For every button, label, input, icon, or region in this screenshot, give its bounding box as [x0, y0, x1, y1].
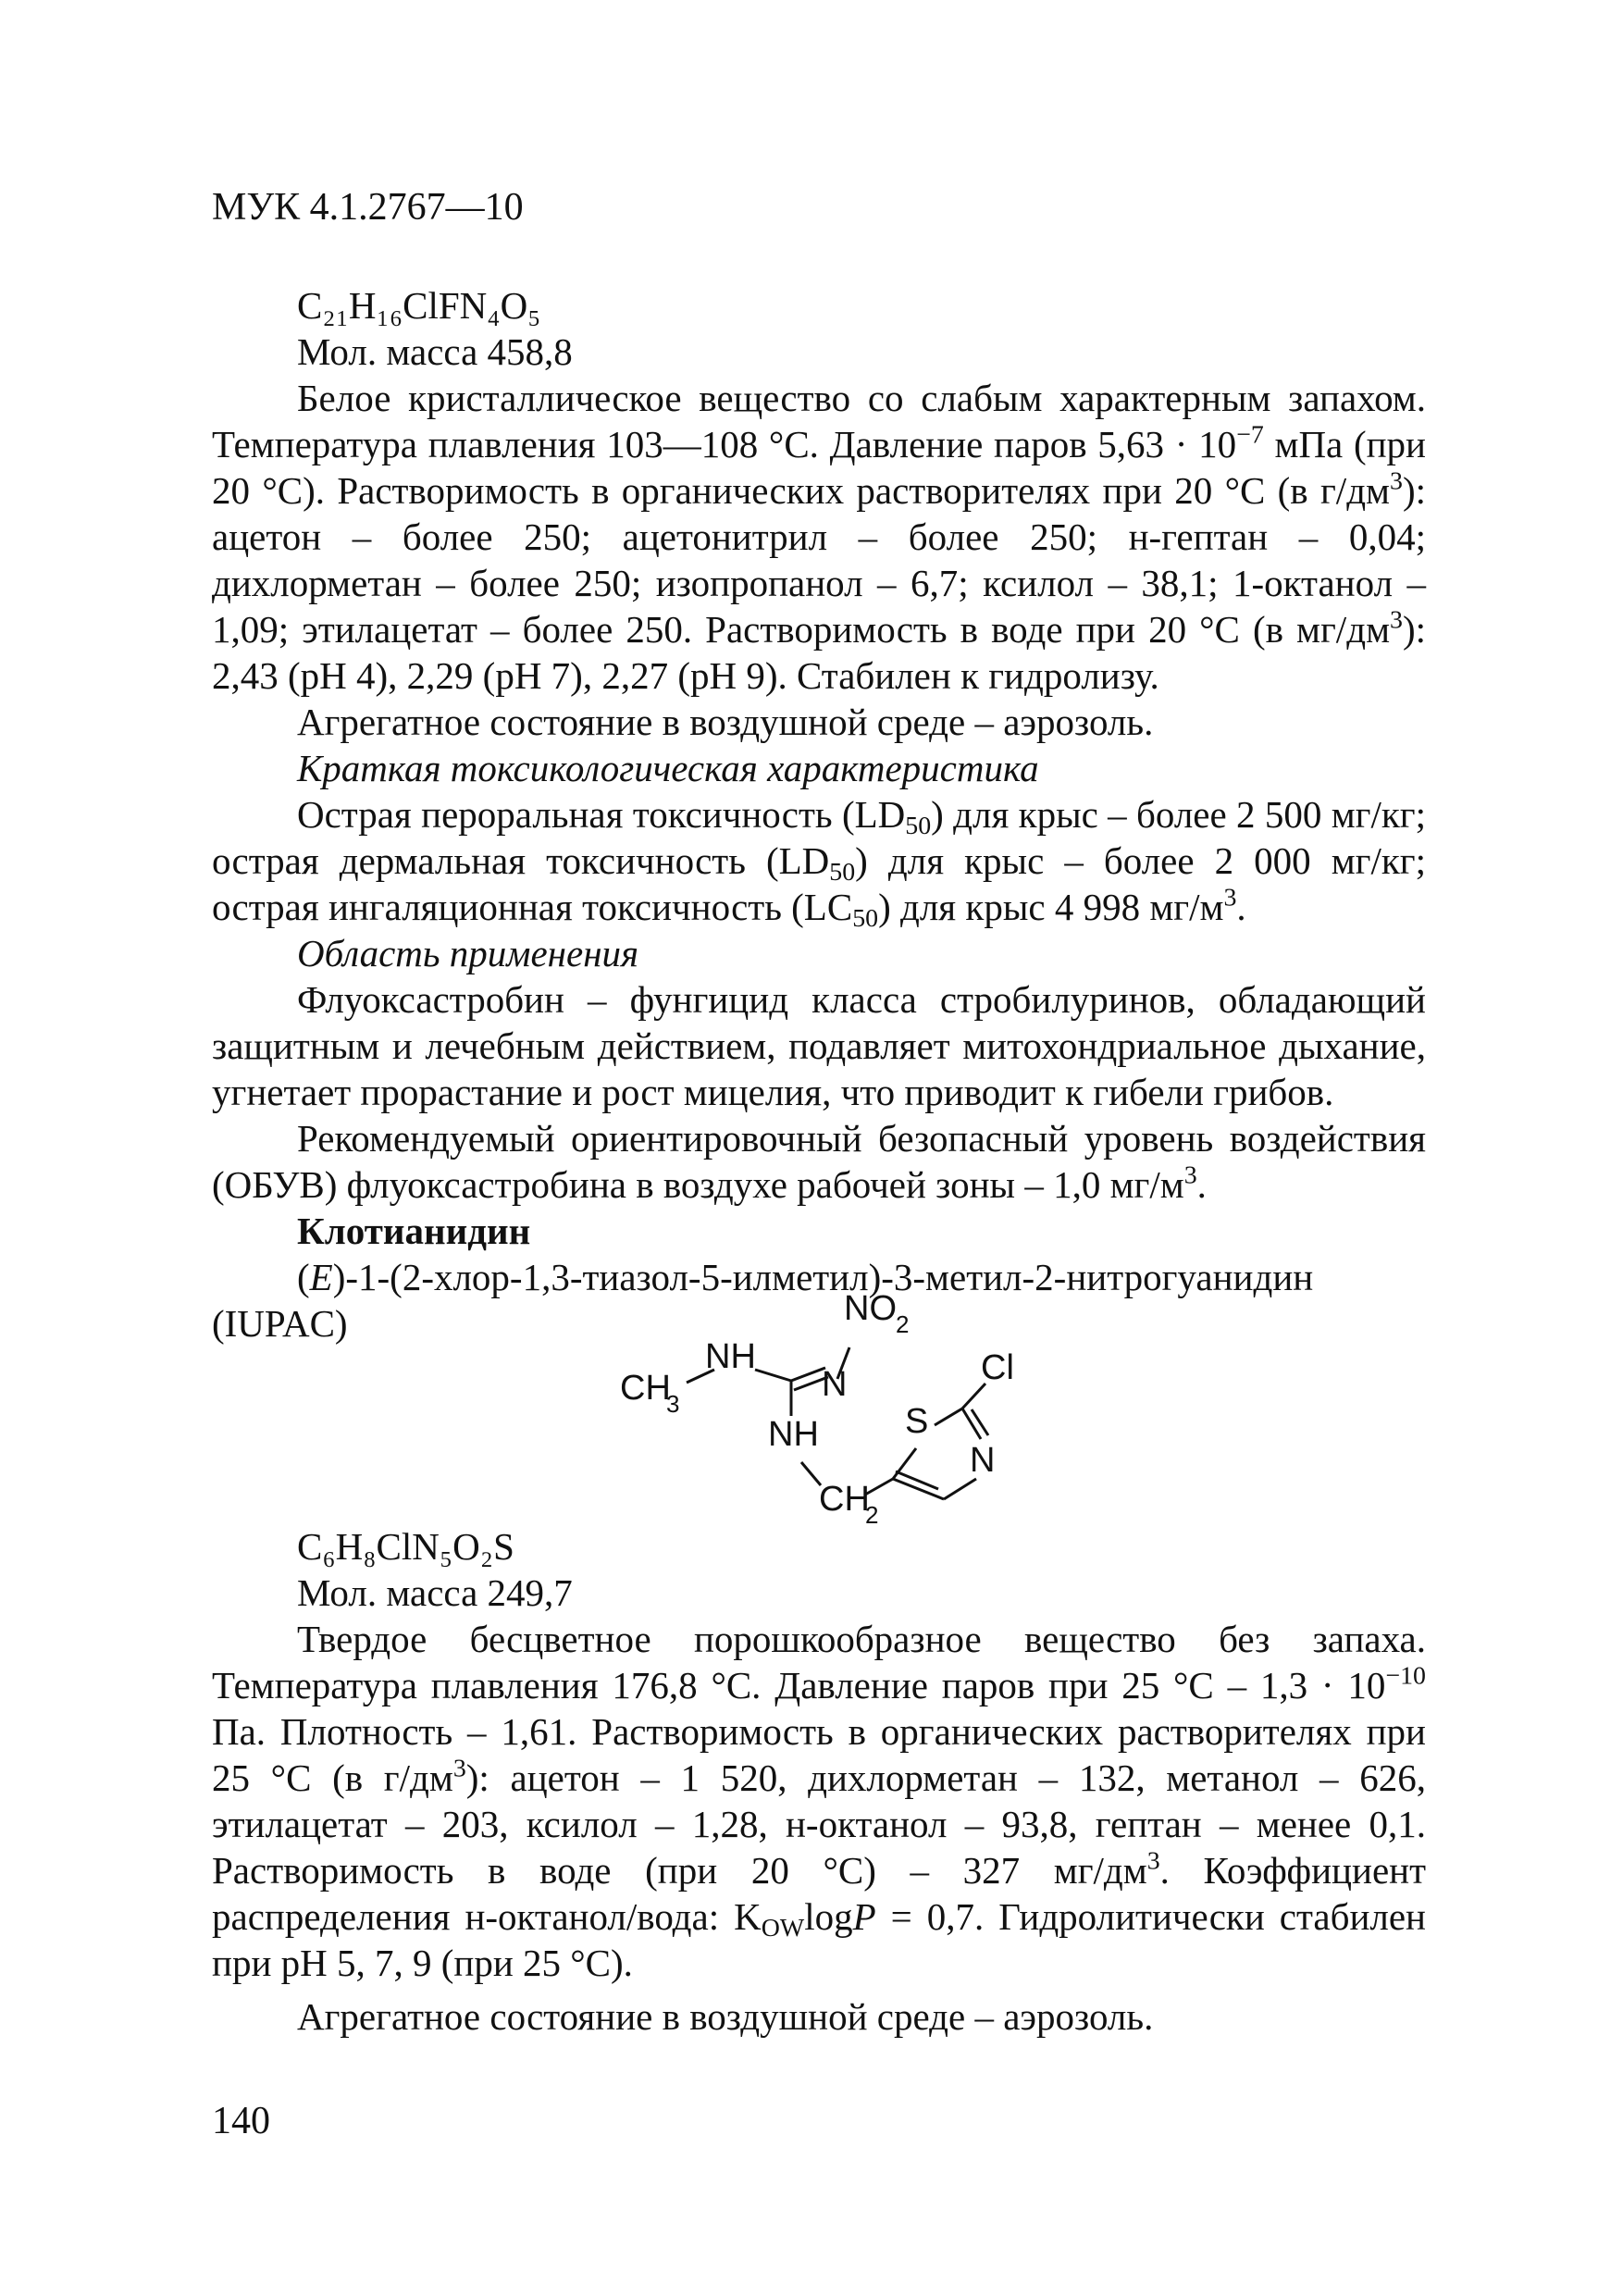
methyl-subscript: 3: [666, 1390, 680, 1418]
toxicology-heading: Краткая токсикологическая характеристика: [297, 747, 1039, 789]
bond: [935, 1409, 962, 1425]
fluoxastrobin-aggregate-state: Агрегатное состояние в воздушной среде – аэрозоль.: [297, 701, 1154, 743]
page-number: 140: [212, 2100, 270, 2142]
imine-n-label: N: [822, 1365, 848, 1404]
fluoxastrobin-mol-mass: Мол. масса 458,8: [297, 330, 573, 373]
text-run: . Коэффициент распределения н-октанол/вода: K: [212, 1849, 1426, 1938]
exponent: 3: [452, 1754, 466, 1783]
text-run: (: [297, 1256, 310, 1298]
clothianidin-section: [212, 1523, 1426, 2040]
clothianidin-title: Клотианидин: [297, 1210, 531, 1252]
bond: [896, 1471, 938, 1489]
text-run: = 0,7. Гидролитически стабилен при рН 5, 7, 9 (при 25 °С).: [212, 1895, 1426, 1984]
bond: [962, 1409, 981, 1439]
bond: [755, 1370, 791, 1381]
exponent: 3: [1390, 466, 1403, 496]
text-run: мПа (при 20 °С). Растворимость в органических растворителях при 20 °С (в г/дм: [212, 423, 1426, 512]
ring-nitrogen-label: N: [970, 1441, 996, 1480]
subscript: 50: [829, 857, 856, 887]
no2-label: NO: [844, 1289, 897, 1328]
bond: [801, 1462, 821, 1485]
fluoxastrobin-formula: C₂₁H₁₆ClFN₄O₅: [297, 284, 541, 327]
methylene-subscript: 2: [865, 1501, 879, 1529]
amino-nh-label: NH: [768, 1415, 819, 1454]
exponent: 3: [1223, 883, 1237, 912]
clothianidin-formula: C₆H₈ClN₅O₂S: [297, 1525, 514, 1568]
text-run: log: [804, 1895, 853, 1938]
exponent: −7: [1236, 420, 1264, 450]
usage-text: Флуоксастробин – фунгицид класса стробилуринов, обладающий защитным и лечебным действием, подавляет митохондриальное дыхание, угнетает прорастание и рост мицелия, что приводит к гибели грибов.: [212, 978, 1426, 1113]
bond: [944, 1479, 976, 1499]
subscript: OW: [761, 1913, 805, 1942]
no2-subscript: 2: [896, 1310, 910, 1338]
clothianidin-mol-mass: Мол. масса 249,7: [297, 1571, 573, 1614]
clothianidin-aggregate-state: Агрегатное состояние в воздушной среде – аэрозоль.: [297, 1995, 1154, 2038]
text-run: ): ацетон – более 250; ацетонитрил – более 250; н-гептан – 0,04; дихлорметан – более 250; изопропанол – 6,7; ксилол – 38,1; 1-октанол – 1,09; этилацетат – более 250. Растворимость в воде при 20 °С (в мг/дм: [212, 469, 1426, 651]
text-run: )-1-(2-хлор-1,3-тиазол-5-илметил)-3-метил-2-нитрогуанидин (IUPAC): [212, 1256, 1314, 1345]
usage-heading: Область применения: [297, 932, 639, 974]
text-run: ) для крыс 4 998 мг/м: [878, 886, 1224, 928]
clothianidin-properties: [212, 1616, 1426, 1986]
running-head: МУК 4.1.2767—10: [212, 186, 524, 229]
text-run: ): ацетон – 1 520, дихлорметан – 132, метанол – 626, этилацетат – 203, ксилол – 1,28, н-октанол – 93,8, гептан – менее 0,1. Растворимость в воде (при 20 °С) – 327 мг/дм: [212, 1756, 1426, 1892]
text-run: .: [1196, 1163, 1207, 1206]
methylamino-nh-label: NH: [705, 1337, 756, 1376]
stereo-descriptor: E: [309, 1256, 333, 1298]
text-run: Твердое бесцветное порошкообразное вещество без запаха. Температура плавления 176,8 °С. Давление паров при 25 °С – 1,3 · 10: [212, 1618, 1426, 1706]
chlorine-label: Cl: [981, 1348, 1014, 1387]
sulfur-label: S: [905, 1402, 929, 1441]
text-run: P: [852, 1895, 876, 1938]
bond: [962, 1384, 985, 1409]
text-run: Белое кристаллическое вещество со слабым характерным запахом. Температура плавления 103—108 °С. Давление паров 5,63 · 10: [212, 377, 1426, 465]
text-run: Рекомендуемый ориентировочный безопасный уровень воздействия (ОБУВ) флуоксастробина в воздухе рабочей зоны – 1,0 мг/м: [212, 1117, 1426, 1206]
text-run: .: [1236, 886, 1246, 928]
bond: [972, 1409, 988, 1435]
text-run: Па. Плотность – 1,61. Растворимость в органических растворителях при 25 °С (в г/дм: [212, 1710, 1426, 1799]
exponent: −10: [1385, 1661, 1426, 1691]
text-run: ) для крыс – более 2 500 мг/кг; острая дермальная токсичность (LD: [212, 793, 1426, 882]
subscript: 50: [852, 903, 879, 933]
exponent: 3: [1390, 605, 1403, 635]
methylene-label: CH: [819, 1480, 870, 1519]
subscript: 50: [905, 811, 932, 840]
text-run: Острая пероральная токсичность (LD: [297, 793, 906, 836]
text-run: ) для крыс – более 2 000 мг/кг; острая ингаляционная токсичность (LC: [212, 839, 1426, 928]
exponent: 3: [1146, 1846, 1160, 1876]
methyl-label: CH: [620, 1369, 671, 1408]
text-run: ): 2,43 (рН 4), 2,29 (рН 7), 2,27 (рН 9). Стабилен к гидролизу.: [212, 608, 1426, 697]
exponent: 3: [1183, 1160, 1197, 1190]
